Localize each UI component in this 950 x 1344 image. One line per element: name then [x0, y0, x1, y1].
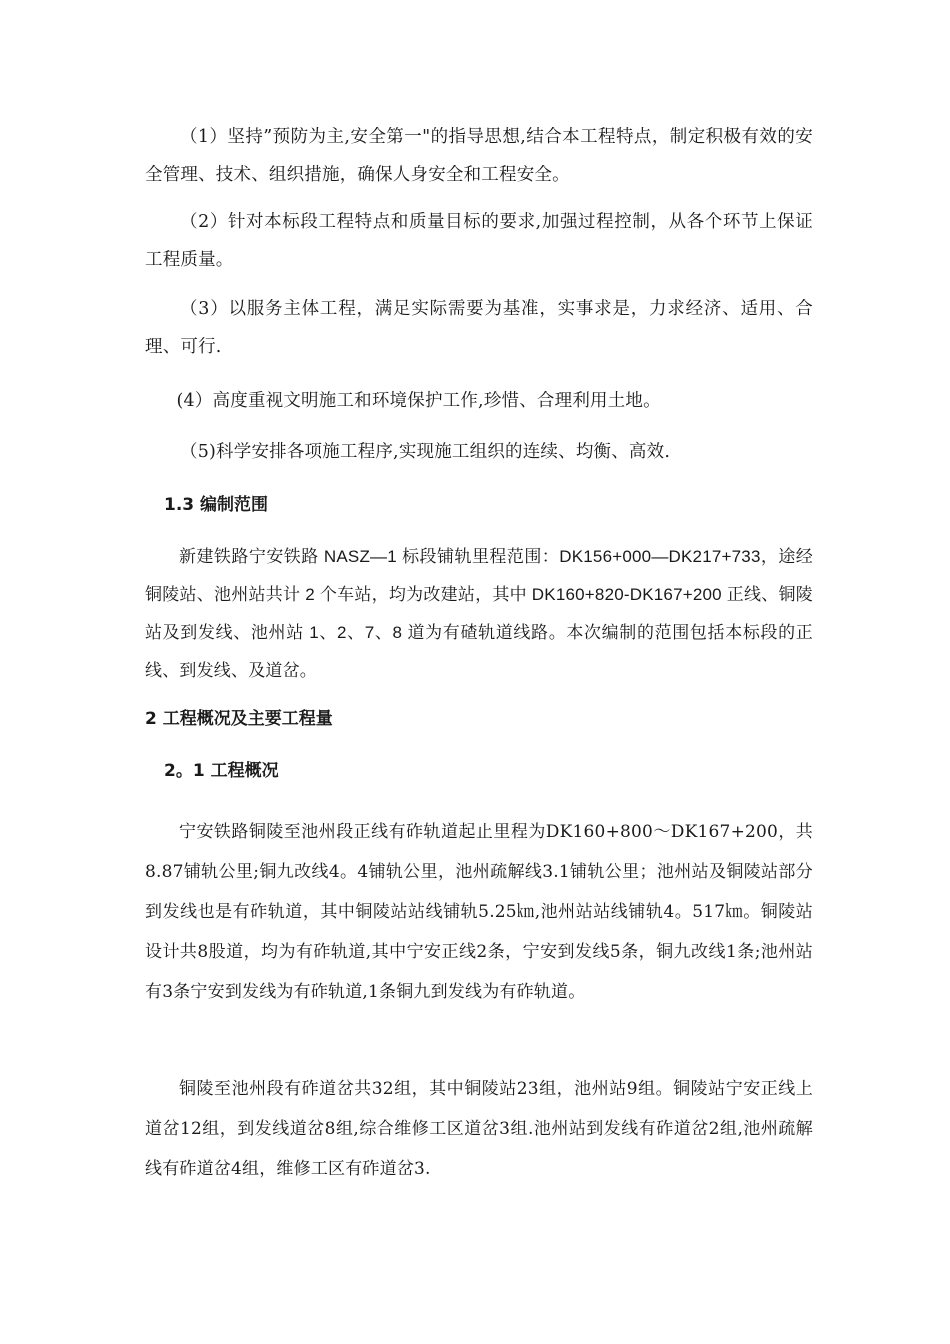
- section-1-3-heading: 1.3 编制范围: [164, 495, 269, 515]
- section-1-3-body: 新建铁路宁安铁路 NASZ—1 标段铺轨里程范围：DK156+000—DK217+733，途经铜陵站、池州站共计 2 个车站，均为改建站，其中 DK160+820-DK167+200 正线、铜陵站及到发线、池州站 1、2、7、8 道为有碴轨道线路。本次编制的范围包括本标段的正线、到发线、及道岔。: [145, 547, 813, 680]
- principle-paragraph-5: （5)科学安排各项施工程序,实现施工组织的连续、均衡、高效.: [180, 442, 671, 462]
- principle-paragraph-3: （3）以服务主体工程，满足实际需要为基准，实事求是，力求经济、适用、合理、可行.: [145, 299, 813, 357]
- principle-paragraph-2: （2）针对本标段工程特点和质量目标的要求,加强过程控制，从各个环节上保证工程质量。: [145, 212, 813, 270]
- section-2-1-body-2: 铜陵至池州段有砟道岔共32组，其中铜陵站23组，池州站9组。铜陵站宁安正线上道岔12组，到发线道岔8组,综合维修工区道岔3组.池州站到发线有砟道岔2组,池州疏解线有砟道岔4组，维修工区有砟道岔3.: [145, 1079, 813, 1179]
- principle-paragraph-1: （1）坚持”预防为主,安全第一"的指导思想,结合本工程特点，制定积极有效的安全管理、技术、组织措施，确保人身安全和工程安全。: [145, 127, 813, 185]
- principle-paragraph-4: (4）高度重视文明施工和环境保护工作,珍惜、合理利用土地。: [176, 391, 661, 411]
- section-2-1-heading: 2。1 工程概况: [164, 761, 279, 781]
- section-2-heading: 2 工程概况及主要工程量: [145, 709, 333, 729]
- section-2-1-body-1: 宁安铁路铜陵至池州段正线有砟轨道起止里程为DK160+800～DK167+200，共8.87铺轨公里;铜九改线4。4铺轨公里，池州疏解线3.1铺轨公里；池州站及铜陵站部分到发线也是有砟轨道，其中铜陵站站线铺轨5.25㎞,池州站站线铺轨4。517㎞。铜陵站设计共8股道，均为有砟轨道,其中宁安正线2条，宁安到发线5条，铜九改线1条;池州站有3条宁安到发线为有砟轨道,1条铜九到发线为有砟轨道。: [145, 822, 813, 1002]
